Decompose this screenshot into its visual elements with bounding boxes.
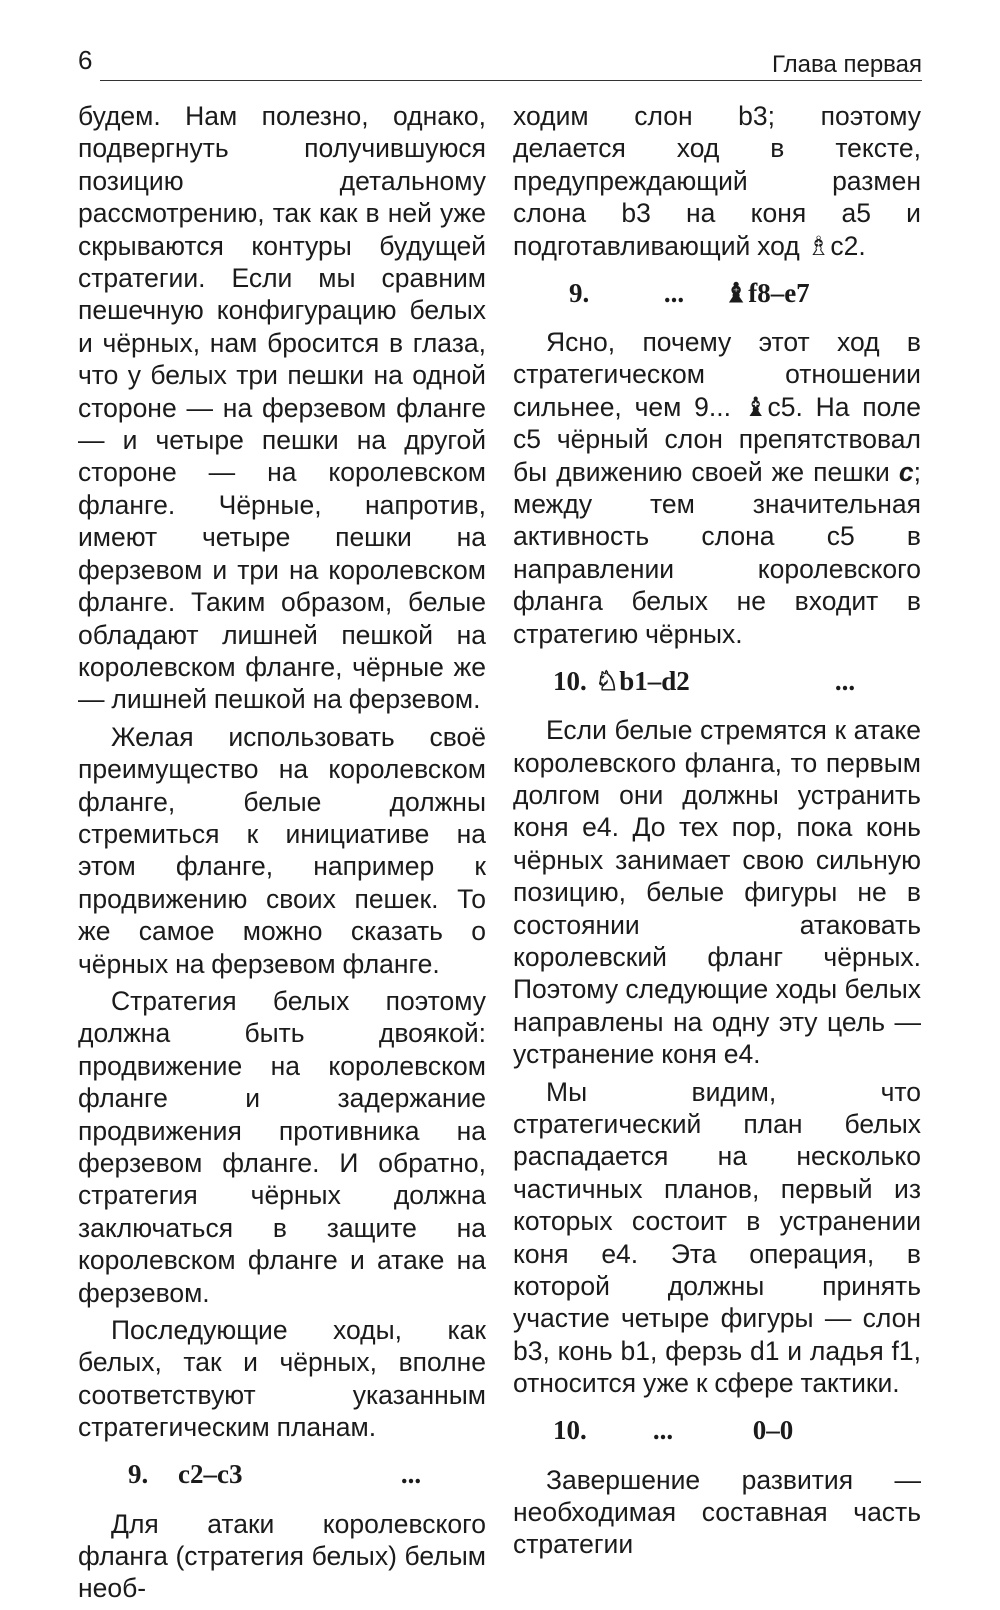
move-number: 9.	[569, 277, 590, 308]
move-line	[513, 665, 921, 697]
paragraph: будем. Нам полезно, однако, подвергнуть получившуюся позицию детальному рассмотрению, так как в ней уже скрываются контуры будущей стратегии. Если мы сравним пешечную конфигурацию белых и чёрных, нам бросится в глаза, что у белых три пешки на одной стороне — на ферзевом фланге — и четыре пешки на другой стороне — на королевском фланге. Чёрные, напротив, имеют четыре пешки на ферзевом и три на королевском фланге. Таким образом, белые обладают лишней пешкой на королевском фланге, чёрные же — лишней пешкой на ферзевом.	[78, 101, 486, 715]
paragraph-text: ; между тем значительная активность слона c5 в направлении королевского фланга белых не входит в стратегию чёрных.	[513, 456, 921, 649]
header-rule	[100, 80, 922, 81]
page-number: 6	[78, 45, 93, 75]
left-column	[78, 100, 486, 1610]
move-line	[513, 1415, 921, 1447]
move-line	[513, 277, 921, 309]
white-move: ...	[652, 1415, 674, 1446]
paragraph: Если белые стремятся к атаке королевского фланга, то первым долгом они должны устранить коня e4. До тех пор, пока конь чёрных занимает свою сильную позицию, белые фигуры не в состоянии атаковать королевский фланг чёрных. Поэтому следующие ходы белых направлены на одну эту цель — устранение коня e4.	[513, 715, 921, 1070]
white-move: ...	[663, 277, 685, 308]
paragraph: Стратегия белых поэтому должна быть двоякой: продвижение на королевском фланге и задержание продвижения противника на ферзевом фланге. И обратно, стратегия чёрных должна заключаться в защите на королевском фланге и атаке на ферзевом.	[78, 985, 486, 1308]
black-move: ♝f8–e7	[724, 277, 810, 308]
move-number: 10.	[553, 665, 587, 696]
paragraph: Последующие ходы, как белых, так и чёрных, вполне соответствуют указанным стратегическим планам.	[78, 1315, 486, 1443]
paragraph: Завершение развития — необходимая составная часть стратегии	[513, 1464, 921, 1560]
white-move: c2–c3	[178, 1459, 243, 1490]
move-number: 9.	[128, 1459, 149, 1490]
black-move: ...	[400, 1459, 422, 1490]
paragraph	[513, 326, 921, 650]
move-number: 10.	[553, 1415, 587, 1446]
paragraph: Желая использовать своё преимущество на королевском фланге, белые должны стремиться к инициативе на этом фланге, например к продвижению своих пешек. То же самое можно сказать о чёрных на ферзевом фланге.	[78, 721, 486, 979]
white-move: ♘b1–d2	[595, 665, 690, 696]
paragraph: Мы видим, что стратегический план белых распадается на несколько частичных планов, первый из которых состоит в устранении коня e4. Эта операция, в которой должны принять участие четыре фигуры — слон b3, конь b1, ферзь d1 и ладья f1, относится уже к сфере тактики.	[513, 1076, 921, 1399]
pawn-letter: c	[898, 456, 914, 487]
move-line	[78, 1459, 486, 1491]
paragraph: ходим слон b3; поэтому делается ход в тексте, предупреждающий размен слона b3 на коня a5 и подготавливающий ход ♗c2.	[513, 101, 921, 261]
black-move: ...	[834, 665, 856, 696]
black-move: 0–0	[752, 1415, 794, 1446]
paragraph: Для атаки королевского фланга (стратегия белых) белым необ-	[78, 1508, 486, 1604]
paragraph-text: Ясно, почему этот ход в стратегическом отношении сильнее, чем 9... ♝c5. На поле c5 чёрный слон препятствовал бы движению своей же пешки	[513, 327, 921, 487]
right-column	[513, 100, 921, 1566]
chapter-title: Глава первая	[771, 51, 922, 78]
